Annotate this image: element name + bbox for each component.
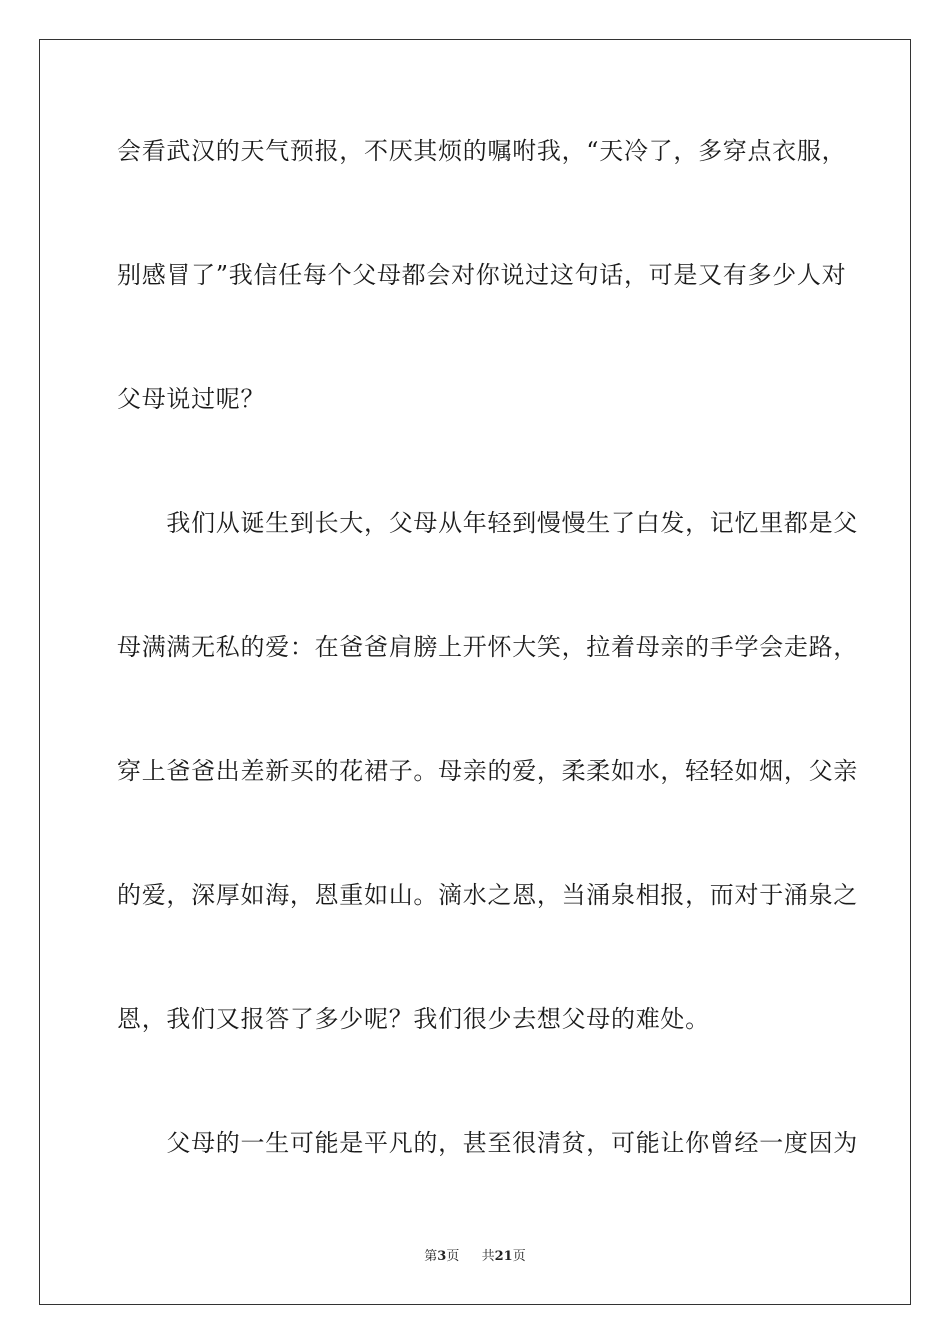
page-number-indicator	[424, 1249, 463, 1264]
page-suffix: 页	[446, 1249, 460, 1264]
total-page-count: 21	[494, 1249, 513, 1264]
text-line: 会看武汉的天气预报，不厌其烦的嘱咐我，“天冷了，多穿点衣服，	[117, 137, 847, 165]
total-prefix: 共	[481, 1249, 495, 1264]
text-line: 别感冒了”我信任每个父母都会对你说过这句话，可是又有多少人对	[117, 261, 847, 289]
page-border	[39, 39, 911, 1305]
text-line: 穿上爸爸出差新买的花裙子。母亲的爱，柔柔如水，轻轻如烟，父亲	[117, 757, 858, 785]
text-line: 恩，我们又报答了多少呢？我们很少去想父母的难处。	[117, 1005, 710, 1033]
text-line: 我们从诞生到长大，父母从年轻到慢慢生了白发，记忆里都是父	[117, 509, 858, 537]
page-prefix: 第	[424, 1249, 438, 1264]
text-line: 父母说过呢？	[117, 385, 266, 413]
text-line: 父母的一生可能是平凡的，甚至很清贫，可能让你曾经一度因为	[117, 1129, 858, 1157]
text-line: 的爱，深厚如海，恩重如山。滴水之恩，当涌泉相报，而对于涌泉之	[117, 881, 858, 909]
total-suffix: 页	[512, 1249, 526, 1264]
page-footer	[0, 1245, 950, 1264]
total-pages-indicator	[482, 1249, 526, 1264]
text-line: 母满满无私的爱：在爸爸肩膀上开怀大笑，拉着母亲的手学会走路，	[117, 633, 858, 661]
current-page-number: 3	[437, 1249, 447, 1264]
